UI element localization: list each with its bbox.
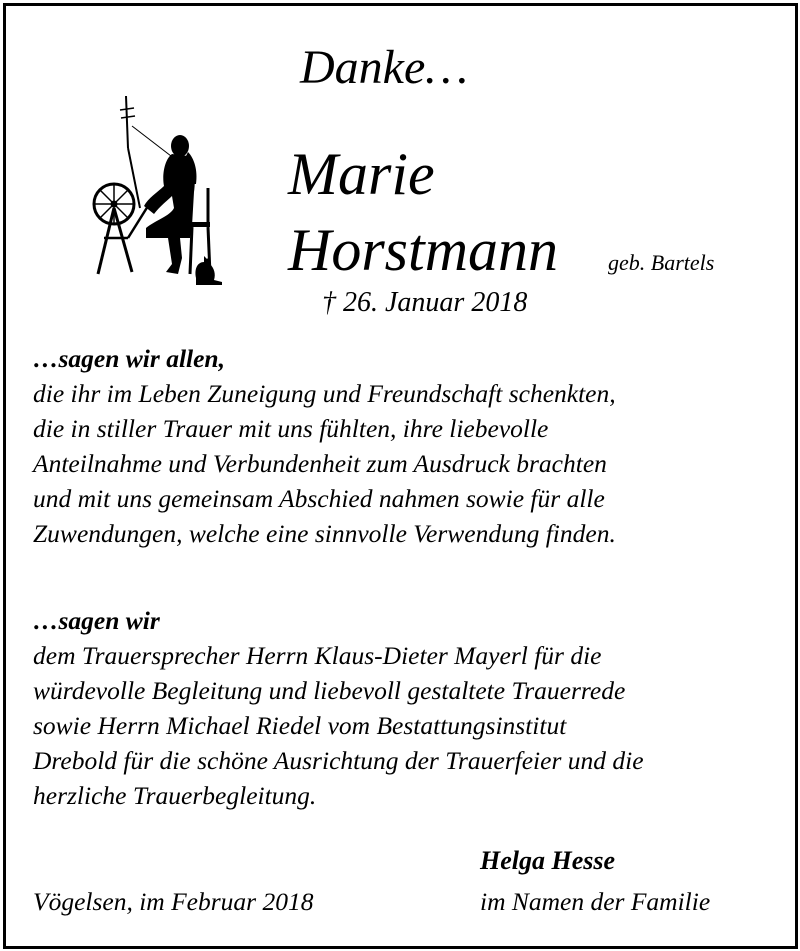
paragraph-line: würdevolle Begleitung und liebevoll gestaltete Trauerrede: [33, 676, 626, 705]
paragraph-line: Drebold für die schöne Ausrichtung der Trauerfeier und die: [33, 746, 644, 775]
thanks-heading: Danke…: [300, 41, 468, 94]
deceased-last-name: Horstmann: [288, 217, 559, 283]
paragraph-line: und mit uns gemeinsam Abschied nahmen sowie für alle: [33, 484, 605, 513]
paragraph-heading: …sagen wir allen,: [33, 344, 225, 373]
paragraph-line: herzliche Trauerbegleitung.: [33, 781, 317, 810]
signer-role: im Namen der Familie: [480, 887, 711, 916]
paragraph-line: sowie Herrn Michael Riedel vom Bestattungsinstitut: [33, 711, 567, 740]
thanks-paragraph-speakers: [33, 603, 644, 813]
paragraph-line: Zuwendungen, welche eine sinnvolle Verwendung finden.: [33, 519, 616, 548]
deceased-first-name: Marie: [288, 141, 435, 207]
signer-name: Helga Hesse: [480, 846, 616, 875]
death-date: † 26. Januar 2018: [322, 287, 528, 318]
paragraph-line: Anteilnahme und Verbundenheit zum Ausdruck brachten: [33, 449, 607, 478]
paragraph-line: die ihr im Leben Zuneigung und Freundschaft schenkten,: [33, 379, 616, 408]
paragraph-heading: …sagen wir: [33, 606, 160, 635]
deceased-birth-name: geb. Bartels: [608, 250, 715, 275]
spinning-wheel-silhouette-icon: [88, 88, 228, 293]
place-and-date: Vögelsen, im Februar 2018: [33, 887, 314, 916]
thanks-paragraph-all: [33, 341, 616, 551]
paragraph-line: dem Trauersprecher Herrn Klaus-Dieter Mayerl für die: [33, 641, 602, 670]
paragraph-line: die in stiller Trauer mit uns fühlten, ihre liebevolle: [33, 414, 549, 443]
